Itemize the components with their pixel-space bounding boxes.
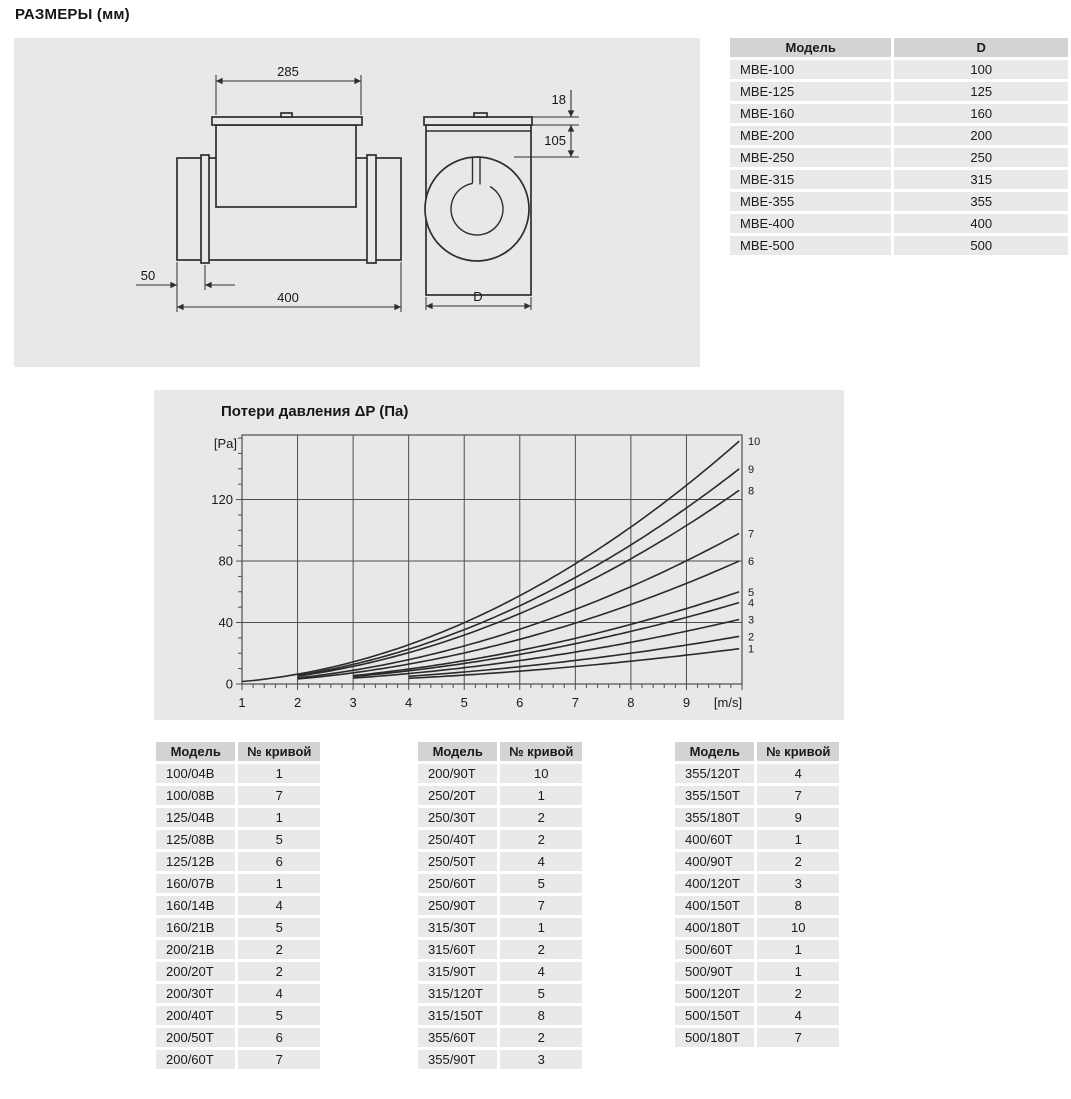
- curve-number-label: 3: [748, 614, 755, 627]
- table-row: [418, 852, 582, 871]
- model-cell: 250/50T: [418, 852, 497, 871]
- model-cell: MBE-250: [730, 148, 891, 167]
- value-cell: 1: [238, 874, 320, 893]
- model-cell: MBE-355: [730, 192, 891, 211]
- table-row: [156, 808, 320, 827]
- value-cell: 1: [757, 940, 839, 959]
- dim-label-285: 285: [277, 64, 299, 79]
- model-cell: 315/90T: [418, 962, 497, 981]
- column-header: Модель: [418, 742, 497, 761]
- header-row: [418, 742, 582, 761]
- table-row: [156, 786, 320, 805]
- model-cell: 100/04B: [156, 764, 235, 783]
- model-cell: MBE-400: [730, 214, 891, 233]
- table-row: [730, 148, 1068, 167]
- model-cell: 200/40T: [156, 1006, 235, 1025]
- value-cell: 500: [894, 236, 1068, 255]
- table-row: [675, 786, 839, 805]
- table-row: [418, 1050, 582, 1069]
- model-cell: MBE-500: [730, 236, 891, 255]
- curve-table-1: [153, 739, 323, 1072]
- x-tick-label: 5: [460, 695, 468, 710]
- model-cell: 355/150T: [675, 786, 754, 805]
- value-cell: 4: [500, 962, 582, 981]
- table-row: [675, 962, 839, 981]
- model-cell: 125/04B: [156, 808, 235, 827]
- model-cell: 400/90T: [675, 852, 754, 871]
- pressure-loss-chart: [154, 390, 844, 720]
- model-cell: 400/120T: [675, 874, 754, 893]
- table-row: [156, 918, 320, 937]
- chart-panel: [154, 390, 844, 720]
- table-row: [675, 918, 839, 937]
- column-header: № кривой: [500, 742, 582, 761]
- model-cell: 500/120T: [675, 984, 754, 1003]
- table-row: [730, 236, 1068, 255]
- table-row: [675, 874, 839, 893]
- table-row: [730, 170, 1068, 189]
- value-cell: 6: [238, 1028, 320, 1047]
- model-cell: 160/14B: [156, 896, 235, 915]
- value-cell: 4: [757, 1006, 839, 1025]
- value-cell: 9: [757, 808, 839, 827]
- value-cell: 6: [238, 852, 320, 871]
- value-cell: 10: [757, 918, 839, 937]
- model-cell: 125/08B: [156, 830, 235, 849]
- y-tick-label: 0: [225, 676, 233, 692]
- table-row: [156, 830, 320, 849]
- value-cell: 1: [500, 918, 582, 937]
- x-tick-label: 3: [349, 695, 357, 710]
- model-cell: 200/20T: [156, 962, 235, 981]
- value-cell: 7: [500, 896, 582, 915]
- value-cell: 5: [500, 984, 582, 1003]
- column-header: № кривой: [238, 742, 320, 761]
- dim-label-18: 18: [551, 92, 566, 107]
- model-cell: 250/20T: [418, 786, 497, 805]
- value-cell: 5: [238, 830, 320, 849]
- value-cell: 7: [757, 786, 839, 805]
- table-row: [675, 808, 839, 827]
- table-row: [418, 786, 582, 805]
- model-cell: 500/180T: [675, 1028, 754, 1047]
- table-row: [730, 126, 1068, 145]
- table-row: [418, 962, 582, 981]
- table-row: [675, 764, 839, 783]
- value-cell: 8: [500, 1006, 582, 1025]
- value-cell: 400: [894, 214, 1068, 233]
- model-cell: 125/12B: [156, 852, 235, 871]
- column-header: № кривой: [757, 742, 839, 761]
- table-row: [730, 82, 1068, 101]
- table-row: [156, 962, 320, 981]
- header-row: [730, 38, 1068, 57]
- value-cell: 2: [757, 984, 839, 1003]
- model-cell: 355/120T: [675, 764, 754, 783]
- dimension-table: [727, 35, 1071, 258]
- value-cell: 5: [238, 1006, 320, 1025]
- table-row: [418, 830, 582, 849]
- y-tick-label: 40: [218, 615, 233, 631]
- value-cell: 1: [238, 808, 320, 827]
- curve-number-label: 5: [748, 586, 755, 599]
- model-cell: MBE-315: [730, 170, 891, 189]
- model-cell: 200/60T: [156, 1050, 235, 1069]
- value-cell: 2: [500, 940, 582, 959]
- table-row: [418, 940, 582, 959]
- model-cell: MBE-125: [730, 82, 891, 101]
- front-view: [424, 113, 532, 295]
- model-cell: 355/60T: [418, 1028, 497, 1047]
- dimensions-diagram: [14, 38, 700, 367]
- model-cell: 200/30T: [156, 984, 235, 1003]
- value-cell: 100: [894, 60, 1068, 79]
- dim-label-105: 105: [544, 133, 566, 148]
- model-cell: 160/07B: [156, 874, 235, 893]
- model-cell: MBE-200: [730, 126, 891, 145]
- x-tick-label: 7: [571, 695, 579, 710]
- model-cell: 160/21B: [156, 918, 235, 937]
- model-cell: 355/90T: [418, 1050, 497, 1069]
- value-cell: 250: [894, 148, 1068, 167]
- table-row: [156, 852, 320, 871]
- table-row: [730, 214, 1068, 233]
- value-cell: 1: [757, 962, 839, 981]
- table-row: [418, 808, 582, 827]
- curve-number-label: 8: [748, 485, 755, 498]
- dim-total-length: [177, 262, 401, 312]
- model-cell: 200/50T: [156, 1028, 235, 1047]
- model-cell: 400/150T: [675, 896, 754, 915]
- table-row: [730, 60, 1068, 79]
- table-row: [675, 1006, 839, 1025]
- dimensions-panel: [14, 38, 700, 367]
- model-cell: 315/30T: [418, 918, 497, 937]
- value-cell: 1: [500, 786, 582, 805]
- header-row: [156, 742, 320, 761]
- column-header: Модель: [730, 38, 891, 57]
- dim-label-50: 50: [140, 268, 156, 283]
- dim-label-400: 400: [277, 290, 299, 305]
- curve-number-label: 9: [748, 463, 755, 476]
- chart-title: Потери давления ΔP (Па): [221, 403, 409, 420]
- table-row: [156, 1028, 320, 1047]
- curve-table-2: [415, 739, 585, 1072]
- value-cell: 4: [757, 764, 839, 783]
- x-tick-label: 2: [293, 695, 302, 710]
- dim-label-D: D: [473, 289, 483, 304]
- y-tick-label: 80: [218, 553, 233, 569]
- table-row: [675, 1028, 839, 1047]
- x-tick-label: 9: [682, 695, 691, 710]
- curve-table-3: [672, 739, 842, 1050]
- x-tick-label: 8: [627, 695, 635, 710]
- y-tick-label: 120: [211, 492, 233, 508]
- x-tick-label: 6: [516, 695, 524, 710]
- column-header: Модель: [156, 742, 235, 761]
- pressure-curve-1: [409, 649, 740, 679]
- value-cell: 7: [757, 1028, 839, 1047]
- value-cell: 355: [894, 192, 1068, 211]
- table-row: [675, 984, 839, 1003]
- table-row: [418, 1006, 582, 1025]
- model-cell: 250/90T: [418, 896, 497, 915]
- value-cell: 200: [894, 126, 1068, 145]
- value-cell: 7: [238, 1050, 320, 1069]
- model-cell: 500/90T: [675, 962, 754, 981]
- dim-lid-height: [532, 90, 579, 117]
- table-row: [156, 1006, 320, 1025]
- model-cell: 250/30T: [418, 808, 497, 827]
- value-cell: 2: [238, 962, 320, 981]
- table-row: [418, 764, 582, 783]
- table-row: [675, 830, 839, 849]
- table-row: [675, 940, 839, 959]
- x-tick-label: 1: [238, 695, 246, 710]
- value-cell: 2: [757, 852, 839, 871]
- table-row: [418, 896, 582, 915]
- model-cell: 200/21B: [156, 940, 235, 959]
- value-cell: 5: [500, 874, 582, 893]
- model-cell: 315/150T: [418, 1006, 497, 1025]
- value-cell: 2: [500, 830, 582, 849]
- x-tick-label: 4: [405, 695, 413, 710]
- value-cell: 3: [757, 874, 839, 893]
- value-cell: 4: [238, 896, 320, 915]
- model-cell: 250/40T: [418, 830, 497, 849]
- table-row: [675, 896, 839, 915]
- table-row: [418, 984, 582, 1003]
- value-cell: 125: [894, 82, 1068, 101]
- table-row: [156, 940, 320, 959]
- x-axis-unit-label: [m/s]: [713, 695, 743, 710]
- curve-number-label: 1: [748, 643, 755, 656]
- table-row: [156, 984, 320, 1003]
- curve-number-label: 4: [748, 597, 755, 610]
- value-cell: 160: [894, 104, 1068, 123]
- page-title: РАЗМЕРЫ (мм): [15, 6, 130, 23]
- column-header: Модель: [675, 742, 754, 761]
- pressure-curve-2: [409, 636, 740, 676]
- y-axis-unit-label: [Pa]: [213, 436, 237, 451]
- model-cell: 200/90T: [418, 764, 497, 783]
- value-cell: 3: [500, 1050, 582, 1069]
- curve-number-label: 6: [748, 556, 755, 569]
- model-cell: MBE-160: [730, 104, 891, 123]
- value-cell: 8: [757, 896, 839, 915]
- model-cell: 400/60T: [675, 830, 754, 849]
- value-cell: 10: [500, 764, 582, 783]
- model-cell: 315/60T: [418, 940, 497, 959]
- model-cell: 315/120T: [418, 984, 497, 1003]
- model-cell: MBE-100: [730, 60, 891, 79]
- model-cell: 500/150T: [675, 1006, 754, 1025]
- table-row: [675, 852, 839, 871]
- value-cell: 2: [238, 940, 320, 959]
- pressure-curve-4: [353, 603, 739, 677]
- dim-duct-offset: [136, 265, 235, 290]
- table-row: [156, 896, 320, 915]
- table-row: [730, 192, 1068, 211]
- model-cell: 100/08B: [156, 786, 235, 805]
- table-row: [730, 104, 1068, 123]
- table-row: [156, 764, 320, 783]
- model-cell: 250/60T: [418, 874, 497, 893]
- curve-number-label: 7: [748, 528, 755, 541]
- value-cell: 2: [500, 808, 582, 827]
- table-row: [418, 1028, 582, 1047]
- model-cell: 355/180T: [675, 808, 754, 827]
- header-row: [675, 742, 839, 761]
- model-cell: 500/60T: [675, 940, 754, 959]
- curve-number-label: 2: [748, 631, 755, 644]
- model-cell: 400/180T: [675, 918, 754, 937]
- table-row: [418, 874, 582, 893]
- table-row: [156, 1050, 320, 1069]
- column-header: D: [894, 38, 1068, 57]
- value-cell: 1: [238, 764, 320, 783]
- value-cell: 2: [500, 1028, 582, 1047]
- value-cell: 1: [757, 830, 839, 849]
- curve-number-label: 10: [748, 436, 761, 449]
- value-cell: 315: [894, 170, 1068, 189]
- value-cell: 5: [238, 918, 320, 937]
- value-cell: 4: [238, 984, 320, 1003]
- side-view: [177, 113, 401, 263]
- table-row: [418, 918, 582, 937]
- value-cell: 4: [500, 852, 582, 871]
- table-row: [156, 874, 320, 893]
- value-cell: 7: [238, 786, 320, 805]
- dim-box-width: [216, 64, 361, 115]
